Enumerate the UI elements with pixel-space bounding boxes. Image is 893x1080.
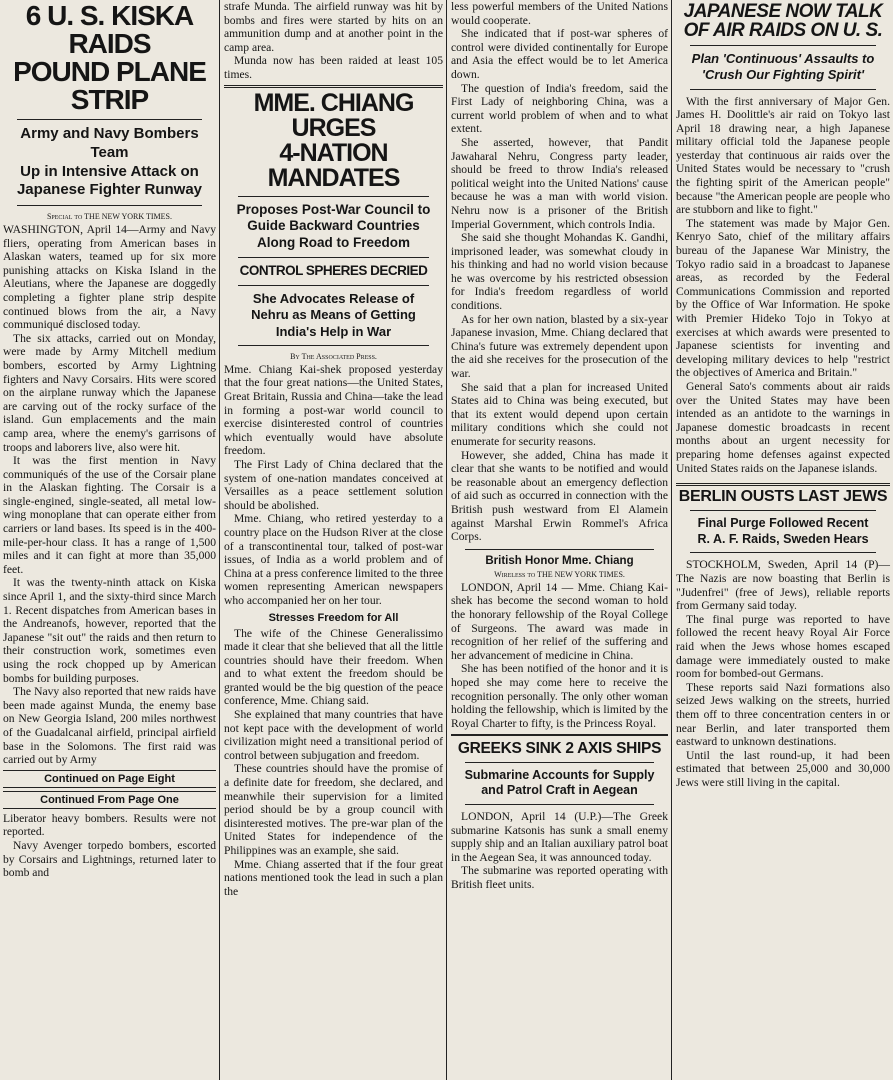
divider [690,552,876,553]
chiang-headline-line: 4-NATION MANDATES [267,138,400,192]
kiska-article [3,2,216,880]
divider [238,285,429,286]
kiska-body [3,223,216,767]
paragraph: The First Lady of China declared that the system of one-nation mandates conceived at Versailles as a peace settlement solution should be abolished. [224,457,443,512]
kiska-headline-line: POUND PLANE STRIP [13,56,206,115]
chiang-article [224,88,443,899]
chiang-deck-line: Along Road to Freedom [257,235,410,251]
kiska-continued-body [3,812,216,880]
chiang-body-2 [224,627,443,899]
paragraph: It was the twenty-ninth attack on Kiska since April 1, and the sixty-third since March 1. Recent dispatches from American bases in the Andreanofs, however, reported that the Japanese "sit out" the raids and then return to their construction work, sometimes even using the rock chopped up by American bombs for building purposes. [3,576,216,685]
chiang-deck-line: India's Help in War [275,323,392,339]
berlin-deck [676,516,890,547]
kiska-headline-line: 6 U. S. KISKA RAIDS [25,0,194,59]
chiang-headline-line: MME. CHIANG URGES [253,88,414,142]
british-article [451,555,668,731]
paragraph: The statement was made by Major Gen. Kenryo Sato, chief of the military affairs bureau of the Japanese War Ministry, the Tokyo radio said in a broadcast to Japanese areas, as recorded by the Federal Communications Commission and reported by the Office of War Information. He spoke with Premier Hideko Tojo in Tokyo at exercises at which awards were presented to Japanese scientists for inventing and developing military devices to help "restrict the objectives of America and Britain." [676,216,890,380]
paragraph: The Navy also reported that new raids have been made against Munda, the enemy base on New Georgia Island, 200 miles northwest of the Guadalcanal airfield, principal airfield base in the Solomons. The first raid was carried out by Army [3,685,216,767]
paragraph: Mme. Chiang, who retired yesterday to a country place on the Hudson River at the close of a transcontinental tour, talked of post-war issues, of India as a world problem and of China at a press conference limited to the three women representing American newspapers who accompanied her on her tour. [224,512,443,607]
british-headline: British Honor Mme. Chiang [485,554,634,567]
japanese-article [676,2,890,475]
column-3 [448,0,672,1080]
british-body [451,581,668,731]
chiang-deck-line: Proposes Post-War Council to [236,201,431,217]
divider [238,196,429,197]
paragraph: strafe Munda. The airfield runway was hit by bombs and fires were started by hits on an ammunition dump and at another point in the camp area. [224,0,443,54]
berlin-deck-line: Final Purge Followed Recent [697,516,869,531]
paragraph: LONDON, April 14 (U.P.)—The Greek submarine Katsonis has sunk a small enemy supply ship and an Italian auxiliary patrol boat in the Aegean Sea, it was announced today. [451,810,668,864]
paragraph: However, she added, China has made it clear that she wants to be notified and would be reasonable about an emergency deflection of aid such as occurred in connection with the British push westward from El Alamein against Marshal Erwin Rommel's Africa Corps. [451,448,668,544]
divider [690,89,876,90]
paragraph: She has been notified of the honor and it is hoped she may come here to receive the recognition personally. The only other woman holding the fellowship, which is limited by the Royal Charter to fifty, is the Princess Royal. [451,662,668,730]
paragraph: Liberator heavy bombers. Results were not reported. [3,811,216,839]
chiang-body [224,363,443,608]
divider [17,205,202,206]
japanese-headline-line: JAPANESE NOW TALK [683,1,883,22]
berlin-headline: BERLIN OUSTS LAST JEWS [678,488,888,506]
greeks-deck [451,768,668,799]
paragraph: The submarine was reported operating with British fleet units. [451,864,668,891]
divider [17,119,202,120]
continued-heading: Continued From Page One [3,791,216,809]
paragraph: She said she thought Mohandas K. Gandhi, imprisoned leader, was somewhat cloudy in his thinking and had no world vision because he was overcome by his restricted obsession for India's freedom regardless of world conditions. [451,231,668,313]
japanese-headline [676,2,890,40]
japanese-headline-line: OF AIR RAIDS ON U. S. [683,20,883,41]
paragraph: She asserted, however, that Pandit Jawaharal Nehru, Congress party leader, should be freed to throw India's released political weight into the United Nations' cause because he was a man with world vision. Nehru now is a prisoner of the British Imperial Government, which controls India. [451,135,668,231]
berlin-article [676,489,890,789]
paragraph: The wife of the Chinese Generalissimo made it clear that she believed that all the little countries should have their freedom. When and to what extent the freedom should be granted would be the big question of the peace conference, Mme. Chiang said. [224,626,443,708]
chiang-subhead: Stresses Freedom for All [268,611,399,624]
chiang-credit: By The Associated Press. [290,351,377,361]
paragraph: The final purge was reported to have followed the recent heavy Royal Air Force raid when the Jews whose homes escaped damage were immediately ousted to make room for bombed-out Germans. [676,612,890,681]
chiang-headline [224,88,443,192]
paragraph: She explained that many countries that have not kept pace with the development of world civilization might need a transitional period of control between subjugation and freedom. [224,708,443,762]
divider [465,549,654,550]
chiang-deck-line: Guide Backward Countries [247,218,420,234]
divider [690,45,876,46]
paragraph: LONDON, April 14 — Mme. Chiang Kai-shek has become the second woman to hold the honorary fellowship of the Royal College of Surgeons. The award was made in recognition of her relief of the suffering and her advancement of medicine in China. [451,580,668,662]
divider [238,345,429,346]
divider [224,85,443,88]
divider [238,257,429,258]
paragraph: With the first anniversary of Major Gen. James H. Doolittle's air raid on Tokyo last April 18 drawing near, a high Japanese military official told the Japanese people yesterday that continuous air raids over the United States would be necessary to "crush the fighting spirit of the American people" because "the American people are people who are stubborn and like to fight." [676,94,890,217]
kiska-headline [3,2,216,114]
greeks-deck-line: Submarine Accounts for Supply [464,767,655,782]
berlin-body [676,558,890,789]
greeks-deck-line: and Patrol Craft in Aegean [481,783,638,798]
jump-line: Continued on Page Eight [3,770,216,788]
paragraph: less powerful members of the United Nations would cooperate. [451,0,668,27]
japanese-body [676,95,890,476]
kiska-deck-line: Up in Intensive Attack on [20,162,199,180]
paragraph: WASHINGTON, April 14—Army and Navy fliers, operating from American bases in Alaskan waters, teamed up for six more punishing attacks on Kiska Island in the Aleutians, where the Japanese are doggedly completing a fighter plane strip despite continued blows from the air, a Navy communiqué disclosed today. [3,223,216,332]
chiang-deck [224,202,443,253]
kiska-deck-line: Army and Navy Bombers Team [20,125,199,161]
chiang-deck-2 [224,291,443,340]
paragraph: She said that a plan for increased United States aid to China was being executed, but that its extent would depend upon certain military conditions which she could not enumerate for security reasons. [451,380,668,448]
greeks-article [451,734,668,891]
paragraph: General Sato's comments about air raids over the United States may have been intended as an antidote to the warnings in Japanese domestic broadcasts in recent months about an urgent necessity for preparing home defenses against expected United States raids on the Japanese islands. [676,379,890,475]
chiang-deck-line: She Advocates Release of [252,291,415,307]
divider [690,510,876,511]
column-4 [673,0,893,1080]
kiska-deck [3,125,216,200]
japanese-deck-line: 'Crush Our Fighting Spirit' [701,67,865,83]
divider [676,483,890,486]
chiang-body-3 [451,0,668,544]
column-1 [0,0,220,1080]
paragraph: Munda now has been raided at least 105 times. [224,54,443,81]
japanese-deck [676,51,890,84]
paragraph: As for her own nation, blasted by a six-year Japanese invasion, Mme. Chiang declared that China's future was extremely dependent upon the aid she receives for the prosecution of the war. [451,312,668,381]
paragraph: The six attacks, carried out on Monday, were made by Army Mitchell medium bombers, escorted by Army Lightning fighters and Navy Corsairs. Hits were scored on the airplane runway which the Japanese are carving out of the rocky surface of the island. Gun emplacements and the main camp area, where the enemy's garrisons of troops and laborers live, also were hit. [3,331,216,454]
paragraph: Mme. Chiang asserted that if the four great nations mentioned took the lead in such a plan the [224,857,443,898]
paragraph: Mme. Chiang Kai-shek proposed yesterday that the four great nations—the United States, Great Britain, Russia and China—take the lead in forming a post-war world council to exercise disinterested control of countries which eventually would have absolute freedom. [224,362,443,458]
british-credit: Wireless to THE NEW YORK TIMES. [494,569,625,579]
paragraph: These countries should have the promise of a definite date for freedom, she declared, and meanwhile their supervision for a limited period should be by a group council with disinterested motives. The pre-war plan of the United States for independence of the Philippines was an example, she said. [224,762,443,857]
paragraph: Until the last round-up, it had been estimated that between 25,000 and 30,000 Jews were still living in the capital. [676,748,890,789]
paragraph: It was the first mention in Navy communiqués of the use of the Corsair plane in the Alaskan fighting. The Corsair is a single-engined, single-seated, all metal low-wing monoplane that can operate either from carriers or land bases. Its speed is in the 400-mile-per-hour class. It has a range of 1,500 miles and it can fight at more than 35,000 feet. [3,454,216,576]
divider [465,762,654,763]
paragraph: STOCKHOLM, Sweden, April 14 (P)—The Nazis are now boasting that Berlin is "Judenfrei" (free of Jews), reliable reports from Germany said today. [676,558,890,613]
kiska-credit: Special to THE NEW YORK TIMES. [46,212,173,221]
kiska-deck-line: Japanese Fighter Runway [16,181,203,199]
berlin-deck-line: R. A. F. Raids, Sweden Hears [697,531,869,546]
chiang-deck-line: Nehru as Means of Getting [251,307,416,323]
paragraph: The question of India's freedom, said the First Lady of neighboring China, was a current world problem of when and to what extent. [451,81,668,136]
divider [465,804,654,805]
paragraph: These reports said Nazi formations also seized Jews walking on the streets, hurried them off to three concentration centers in or near Berlin, and later transported them eastward to unknown destinations. [676,680,890,749]
paragraph: Navy Avenger torpedo bombers, escorted by Corsairs and Lightnings, returned later to bomb and [3,838,216,880]
greeks-body [451,810,668,892]
japanese-deck-line: Plan 'Continuous' Assaults to [691,51,875,66]
munda-continued [224,0,443,82]
paragraph: She indicated that if post-war spheres of control were divided continentally for Europe and Asia the effect would be to let America down. [451,27,668,81]
column-2 [221,0,447,1080]
greeks-headline: GREEKS SINK 2 AXIS SHIPS [457,740,662,758]
chiang-subhead-controls: CONTROL SPHERES DECRIED [239,263,428,279]
